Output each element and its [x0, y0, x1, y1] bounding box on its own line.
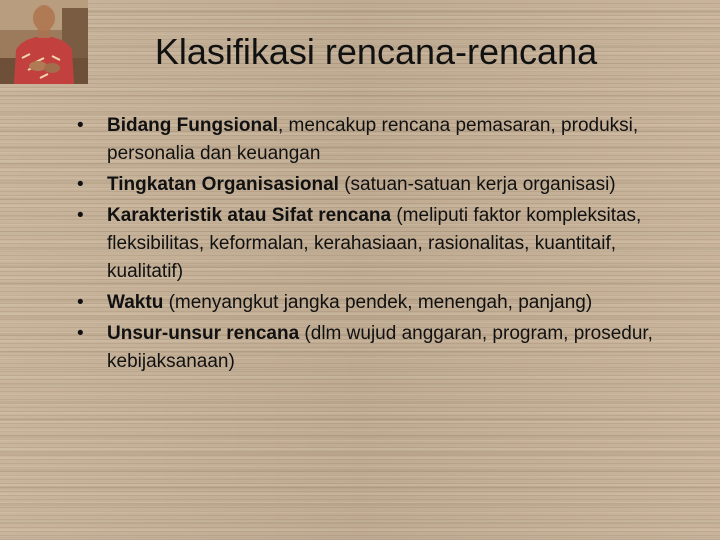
- bullet-term: Unsur-unsur rencana: [107, 323, 300, 344]
- list-item: [75, 112, 695, 168]
- presenter-portrait-icon: [0, 0, 88, 84]
- bullet-text: (meliputi faktor kompleksitas, fleksibilitas, keformalan, kerahasiaan, rasionalitas, kuantitaif, kualitatif): [107, 205, 642, 282]
- bullet-icon: •: [77, 174, 84, 195]
- list-item: [75, 289, 695, 317]
- presenter-photo: [0, 0, 88, 84]
- bullet-icon: •: [77, 115, 84, 136]
- bullet-list: [75, 112, 695, 379]
- list-item: [75, 171, 695, 199]
- bullet-term: Karakteristik atau Sifat rencana: [107, 205, 392, 226]
- bullet-text: (dlm wujud anggaran, program, prosedur, kebijaksanaan): [107, 323, 653, 372]
- bullet-icon: •: [77, 205, 84, 226]
- bullet-term: Tingkatan Organisasional: [107, 174, 339, 195]
- bullet-text: , mencakup rencana pemasaran, produksi, personalia dan keuangan: [107, 115, 639, 164]
- bullet-icon: •: [77, 323, 84, 344]
- bullet-icon: •: [77, 292, 84, 313]
- page-title: Klasifikasi rencana-rencana: [154, 31, 598, 72]
- bullet-term: Bidang Fungsional: [107, 115, 278, 136]
- bullet-text: (menyangkut jangka pendek, menengah, panjang): [163, 292, 593, 313]
- bullet-text: (satuan-satuan kerja organisasi): [338, 174, 616, 195]
- list-item: [75, 202, 695, 286]
- bullet-term: Waktu: [107, 292, 164, 313]
- list-item: [75, 320, 695, 376]
